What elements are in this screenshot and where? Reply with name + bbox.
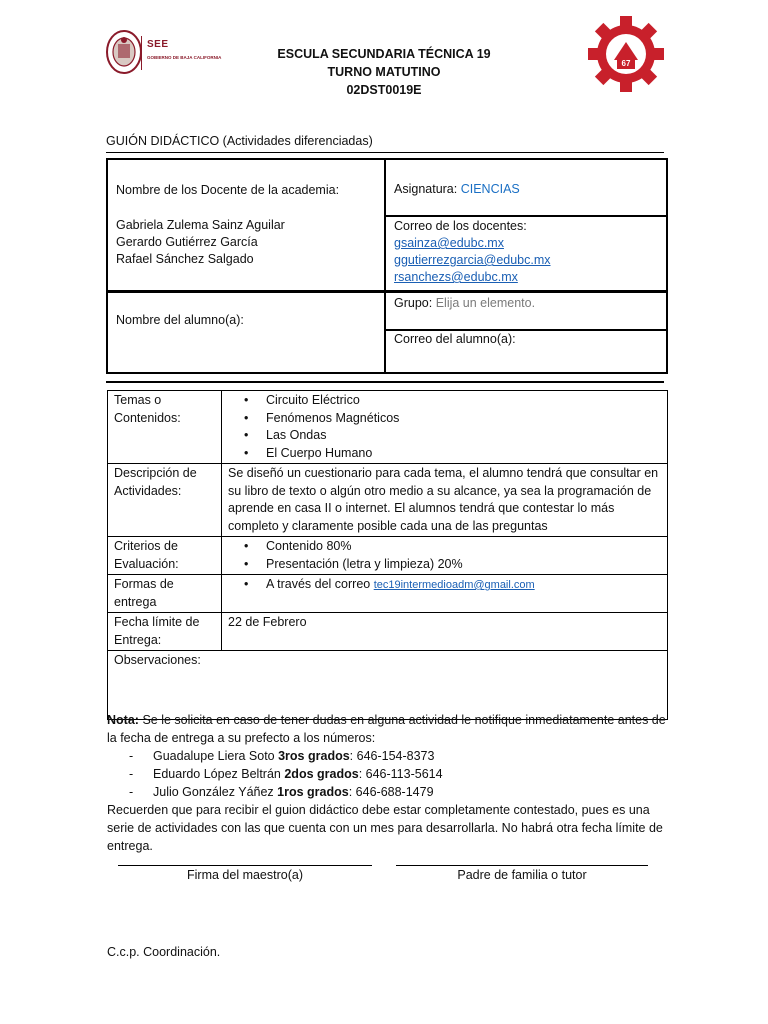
teacher-name: Gabriela Zulema Sainz Aguilar [116, 218, 285, 232]
school-logo-number: 67 [621, 59, 631, 68]
parent-signature-label: Padre de familia o tutor [457, 868, 587, 882]
table-row [108, 613, 668, 651]
description-label: Descripción de Actividades: [108, 464, 222, 537]
contact-phone: : 646-154-8373 [349, 749, 435, 763]
delivery-prefix: A través del correo [266, 577, 371, 591]
note-paragraph [107, 711, 667, 747]
contact-grade: 1ros grados [277, 785, 349, 799]
table-row [108, 575, 668, 613]
box-right-divider-top [386, 215, 666, 217]
group-label: Grupo: [394, 296, 433, 310]
topics-cell [222, 391, 668, 464]
see-logo-text: SEE [147, 39, 169, 50]
teacher-email-link[interactable]: rsanchezs@edubc.mx [394, 270, 518, 284]
teacher-email-link[interactable]: ggutierrezgarcia@edubc.mx [394, 253, 551, 267]
teacher-emails-label: Correo de los docentes: [394, 219, 527, 233]
observations-cell[interactable] [108, 651, 668, 720]
see-logo-subtext: GOBIERNO DE BAJA CALIFORNIA [147, 55, 222, 60]
criteria-list [228, 538, 661, 573]
school-shift: TURNO MATUTINO [327, 65, 441, 79]
school-gear-logo [588, 16, 664, 92]
teacher-email-link[interactable]: gsainza@edubc.mx [394, 236, 504, 250]
school-code: 02DST0019E [346, 83, 422, 97]
closing-paragraph: Recuerden que para recibir el guion didáctico debe estar completamente contestado, pues es una serie de actividades con las que cuenta con un mes para desarrollarla. No habrá otra fecha límite de entrega. [107, 803, 663, 853]
criteria-label: Criterios de Evaluación: [108, 537, 222, 575]
baja-california-seal-icon [104, 28, 144, 76]
list-item [107, 765, 667, 783]
list-item: • Fenómenos Magnéticos [266, 410, 661, 428]
contact-name: Julio González Yáñez [153, 785, 274, 799]
contact-name: Eduardo López Beltrán [153, 767, 281, 781]
title-underline [106, 152, 664, 153]
table-row [108, 391, 668, 464]
list-item: • El Cuerpo Humano [266, 445, 661, 463]
box-middle-divider [108, 290, 666, 293]
subject-value: CIENCIAS [460, 182, 520, 196]
criteria-cell [222, 537, 668, 575]
list-item [107, 783, 667, 801]
note-text: Se le solicita en caso de tener dudas en alguna actividad le notifique inmediatamente antes de la fecha de entrega a su prefecto a los números: [107, 713, 666, 745]
list-item: • Las Ondas [266, 427, 661, 445]
list-item [266, 576, 661, 595]
group-row [394, 295, 535, 312]
note-section [107, 711, 667, 855]
subject-label: Asignatura: [394, 182, 458, 196]
topics-list [228, 392, 661, 462]
table-row [108, 537, 668, 575]
section-separator [106, 381, 664, 383]
activities-table [107, 390, 668, 720]
contact-phone: : 646-688-1479 [348, 785, 434, 799]
contacts-list [107, 747, 667, 801]
list-item [107, 747, 667, 765]
list-item: • Contenido 80% [266, 538, 661, 556]
teacher-signature-label: Firma del maestro(a) [187, 868, 303, 882]
box-vertical-divider [384, 160, 386, 372]
list-item: • Presentación (letra y limpieza) 20% [266, 556, 661, 574]
teachers-label: Nombre de los Docente de la academia: [116, 183, 340, 197]
delivery-cell [222, 575, 668, 613]
teacher-info-box [106, 158, 668, 374]
subject-row [394, 181, 520, 198]
parent-signature-line[interactable] [396, 865, 648, 866]
contact-phone: : 646-113-5614 [358, 767, 443, 781]
note-label: Nota: [107, 713, 139, 727]
table-row [108, 651, 668, 720]
description-text: Se diseñó un cuestionario para cada tema, el alumno tendrá que consultar en su libro de texto o algún otro medio a su alcance, ya sea la programación de aprende en casa II o internet. El alumnos tendrá que contestar lo más completo y claramente posible cada una de las preguntas [222, 464, 668, 537]
delivery-list [228, 576, 661, 595]
contact-name: Guadalupe Liera Soto [153, 749, 275, 763]
ccp-note: C.c.p. Coordinación. [107, 945, 221, 959]
delivery-email-link[interactable]: tec19intermedioadm@gmail.com [373, 579, 535, 591]
student-name-label: Nombre del alumno(a): [116, 313, 244, 327]
contact-grade: 3ros grados [278, 749, 350, 763]
deadline-value: 22 de Febrero [222, 613, 668, 651]
contact-grade: 2dos grados [284, 767, 359, 781]
deadline-label: Fecha límite de Entrega: [108, 613, 222, 651]
guion-title: GUIÓN DIDÁCTICO (Actividades diferenciadas) [106, 134, 373, 148]
logo-divider [141, 36, 142, 70]
delivery-label: Formas de entrega [108, 575, 222, 613]
observations-label: Observaciones: [114, 653, 201, 667]
student-email-label: Correo del alumno(a): [394, 332, 516, 346]
teacher-name: Rafael Sánchez Salgado [116, 252, 254, 266]
table-row [108, 464, 668, 537]
group-select[interactable]: Elija un elemento. [435, 296, 536, 310]
school-name: ESCULA SECUNDARIA TÉCNICA 19 [277, 47, 491, 61]
teacher-signature-line[interactable] [118, 865, 372, 866]
gear-icon [588, 16, 664, 92]
list-item: • Circuito Eléctrico [266, 392, 661, 410]
teacher-name: Gerardo Gutiérrez García [116, 235, 258, 249]
topics-label: Temas o Contenidos: [108, 391, 222, 464]
